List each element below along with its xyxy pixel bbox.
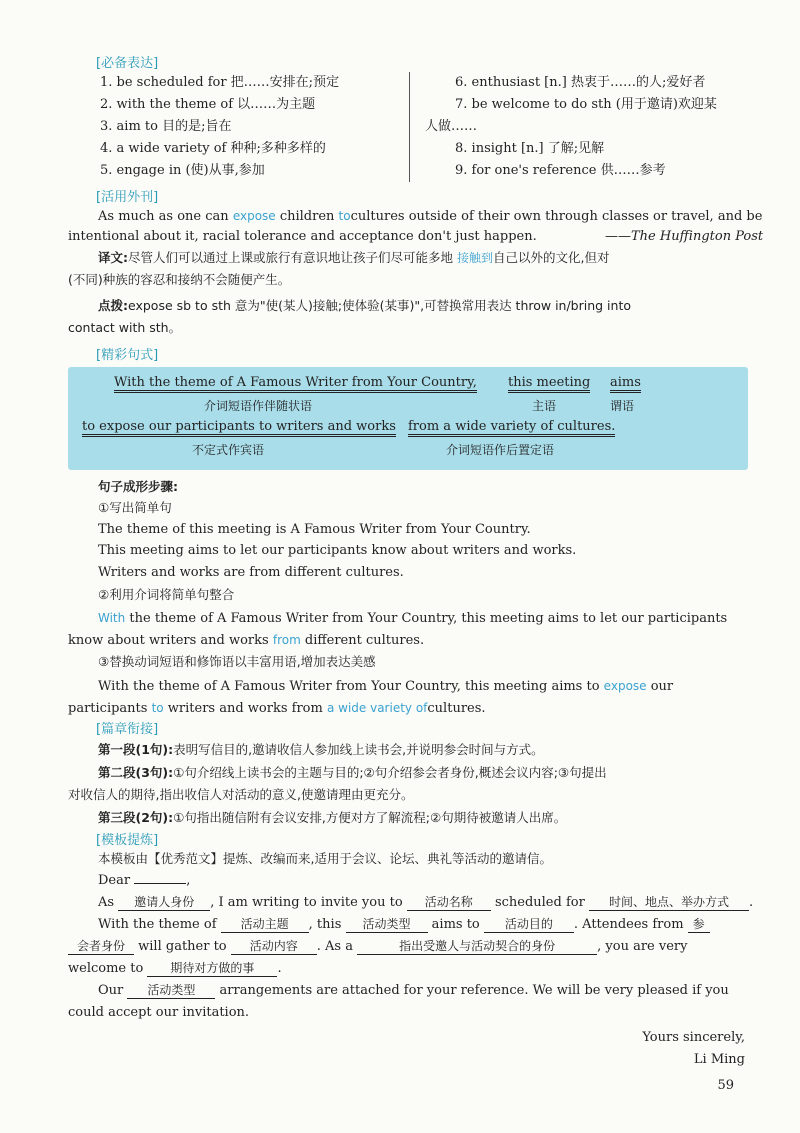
sentence-analysis-box — [68, 367, 748, 470]
text: children — [279, 209, 335, 224]
template-line-5 — [98, 981, 750, 1001]
closing-name: Li Ming — [693, 1052, 745, 1067]
step-2-line-2 — [68, 630, 750, 651]
blank-identity: 邀请人身份 — [118, 894, 210, 911]
filled-word: expose — [603, 679, 647, 693]
text: With the theme of A Famous Writer from Your Country, this meeting aims to — [98, 679, 600, 694]
label: 译文: — [98, 250, 128, 265]
text: . — [748, 895, 754, 910]
blank-theme: 活动主题 — [221, 916, 309, 933]
label-attribute: 介词短语作后置定语 — [446, 443, 555, 457]
step-3-line-2 — [68, 698, 750, 719]
phrase-object: to expose our participants to writers and works — [82, 419, 396, 437]
step-2-line-1 — [98, 608, 750, 629]
expression-item: 1. be scheduled for 把……安排在;预定 — [100, 75, 340, 90]
blank-role: 指出受邀人与活动契合的身份 — [357, 938, 597, 955]
text: will gather to — [138, 939, 227, 954]
text: As much as one can — [98, 209, 229, 224]
label-object: 不定式作宾语 — [192, 443, 265, 457]
label: 第二段(3句): — [98, 765, 174, 780]
text: , — [186, 873, 191, 888]
expression-item: 4. a wide variety of 种种;多种多样的 — [100, 141, 326, 156]
closing-yours: Yours sincerely, — [642, 1030, 745, 1045]
filled-word: from — [272, 633, 301, 647]
section-header-bibei: [必备表达] — [96, 56, 159, 71]
text: 自己以外的文化,但对 — [493, 250, 610, 265]
label: 点拨: — [98, 298, 128, 313]
expression-item: 9. for one's reference 供……参考 — [455, 163, 666, 178]
blank-event: 活动名称 — [407, 894, 491, 911]
filled-word: expose — [232, 209, 276, 223]
blank-content: 活动内容 — [231, 938, 317, 955]
text: intentional about it, racial tolerance and acceptance don't just happen. — [68, 229, 537, 244]
text: , this — [308, 917, 342, 932]
template-line-4 — [68, 959, 750, 979]
text: welcome to — [68, 961, 144, 976]
para-3 — [98, 808, 750, 828]
expression-item: 5. engage in (使)从事,参加 — [100, 163, 265, 178]
step-2: ②利用介词将简单句整合 — [98, 587, 235, 602]
blank-attendees: 会者身份 — [68, 938, 134, 955]
template-line-3 — [68, 937, 750, 957]
blank-type: 活动类型 — [346, 916, 428, 933]
step-3: ③替换动词短语和修饰语以丰富用语,增加表达美感 — [98, 654, 376, 669]
waikan-line-1 — [98, 206, 763, 227]
yiwen-line-1 — [98, 248, 750, 268]
label-predicate: 谓语 — [610, 399, 635, 413]
phrase-predicate: aims — [610, 375, 641, 393]
section-header-huoyong: [活用外刊] — [96, 190, 159, 205]
label-subject: 主语 — [532, 399, 557, 413]
blank-type: 活动类型 — [127, 982, 215, 999]
template-dear — [98, 871, 750, 891]
text: As — [98, 895, 115, 910]
step-1-sentence: Writers and works are from different cultures. — [98, 565, 404, 580]
template-line-6: could accept our invitation. — [68, 1005, 250, 1020]
text: expose sb to sth 意为"使(某人)接触;使体验(某事)",可替换常用表达 throw in/bring into — [128, 298, 632, 313]
text: arrangements are attached for your reference. We will be very pleased if you — [219, 983, 729, 998]
blank-goal: 活动目的 — [484, 916, 574, 933]
filled-word: With — [98, 611, 126, 625]
expression-item: 7. be welcome to do sth (用于邀请)欢迎某 — [455, 97, 717, 112]
waikan-source: ——The Huffington Post — [605, 229, 764, 244]
text: writers and works from — [167, 701, 323, 716]
label: 第一段(1句): — [98, 742, 174, 757]
section-header-jingcai: [精彩句式] — [96, 348, 159, 363]
text: ①句指出随信附有会议安排,方便对方了解流程;②句期待被邀请人出席。 — [173, 810, 567, 825]
blank-attendees: 参 — [688, 916, 710, 933]
phrase-attribute: from a wide variety of cultures. — [408, 419, 615, 437]
text: 尽管人们可以通过上课或旅行有意识地让孩子们尽可能多地 — [128, 250, 454, 265]
dianbo-line-1 — [98, 296, 750, 316]
template-line-1 — [98, 893, 754, 913]
text: aims to — [431, 917, 480, 932]
blank-expect: 期待对方做的事 — [147, 960, 277, 977]
blank-time: 时间、地点、举办方式 — [589, 894, 749, 911]
expression-item: 2. with the theme of 以……为主题 — [100, 97, 316, 112]
phrase-subject: this meeting — [508, 375, 590, 393]
section-header-moban: [模板提炼] — [96, 833, 159, 848]
expression-item: 3. aim to 目的是;旨在 — [100, 119, 232, 134]
step-1-sentence: This meeting aims to let our participants know about writers and works. — [98, 543, 577, 558]
expression-item: 8. insight [n.] 了解;见解 — [455, 141, 605, 156]
label: 第三段(2句): — [98, 810, 174, 825]
para-2-line-2: 对收信人的期待,指出收信人对活动的意义,使邀请理由更充分。 — [68, 787, 414, 802]
text: Dear — [98, 873, 131, 888]
text: cultures outside of their own through classes or travel, and be — [350, 209, 763, 224]
steps-title: 句子成形步骤: — [98, 479, 178, 494]
template-intro: 本模板由【优秀范文】提炼、改编而来,适用于会议、论坛、典礼等活动的邀请信。 — [98, 851, 552, 866]
dianbo-line-2: contact with sth。 — [68, 320, 182, 335]
text: cultures. — [427, 701, 486, 716]
page-number: 59 — [717, 1078, 734, 1093]
filled-word: to — [151, 701, 164, 715]
blank — [134, 883, 186, 884]
para-2-line-1 — [98, 763, 750, 783]
filled-word: to — [338, 209, 351, 223]
section-header-pianzhang: [篇章衔接] — [96, 722, 159, 737]
text: . As a — [316, 939, 353, 954]
filled-word: 接触到 — [457, 251, 494, 265]
text: our — [650, 679, 674, 694]
text: Our — [98, 983, 124, 998]
yiwen-line-2: (不同)种族的容忍和接纳不会随便产生。 — [68, 272, 291, 287]
text: scheduled for — [494, 895, 585, 910]
label-adverbial: 介词短语作伴随状语 — [204, 399, 313, 413]
text: . Attendees from — [573, 917, 684, 932]
text: 表明写信目的,邀请收信人参加线上读书会,并说明参会时间与方式。 — [173, 742, 544, 757]
text: With the theme of — [98, 917, 217, 932]
step-1-sentence: The theme of this meeting is A Famous Writer from Your Country. — [98, 522, 531, 537]
text: know about writers and works — [68, 633, 269, 648]
text: the theme of A Famous Writer from Your Country, this meeting aims to let our participants — [129, 611, 728, 626]
text: . — [277, 961, 282, 976]
text: , I am writing to invite you to — [210, 895, 403, 910]
expressions-left — [100, 72, 339, 182]
para-1 — [98, 740, 750, 760]
text: , you are very — [597, 939, 688, 954]
filled-word: a wide variety of — [326, 701, 428, 715]
template-line-2 — [98, 915, 750, 935]
text: participants — [68, 701, 148, 716]
step-1: ①写出简单句 — [98, 500, 172, 515]
expressions-right — [425, 72, 755, 182]
phrase-adverbial: With the theme of A Famous Writer from Your Country, — [114, 375, 477, 393]
column-divider — [409, 72, 410, 182]
expression-item: 人做…… — [425, 119, 478, 134]
text: ①句介绍线上读书会的主题与目的;②句介绍参会者身份,概述会议内容;③句提出 — [173, 765, 607, 780]
expression-item: 6. enthusiast [n.] 热衷于……的人;爱好者 — [455, 75, 706, 90]
text: different cultures. — [304, 633, 425, 648]
step-3-line-1 — [98, 676, 750, 697]
